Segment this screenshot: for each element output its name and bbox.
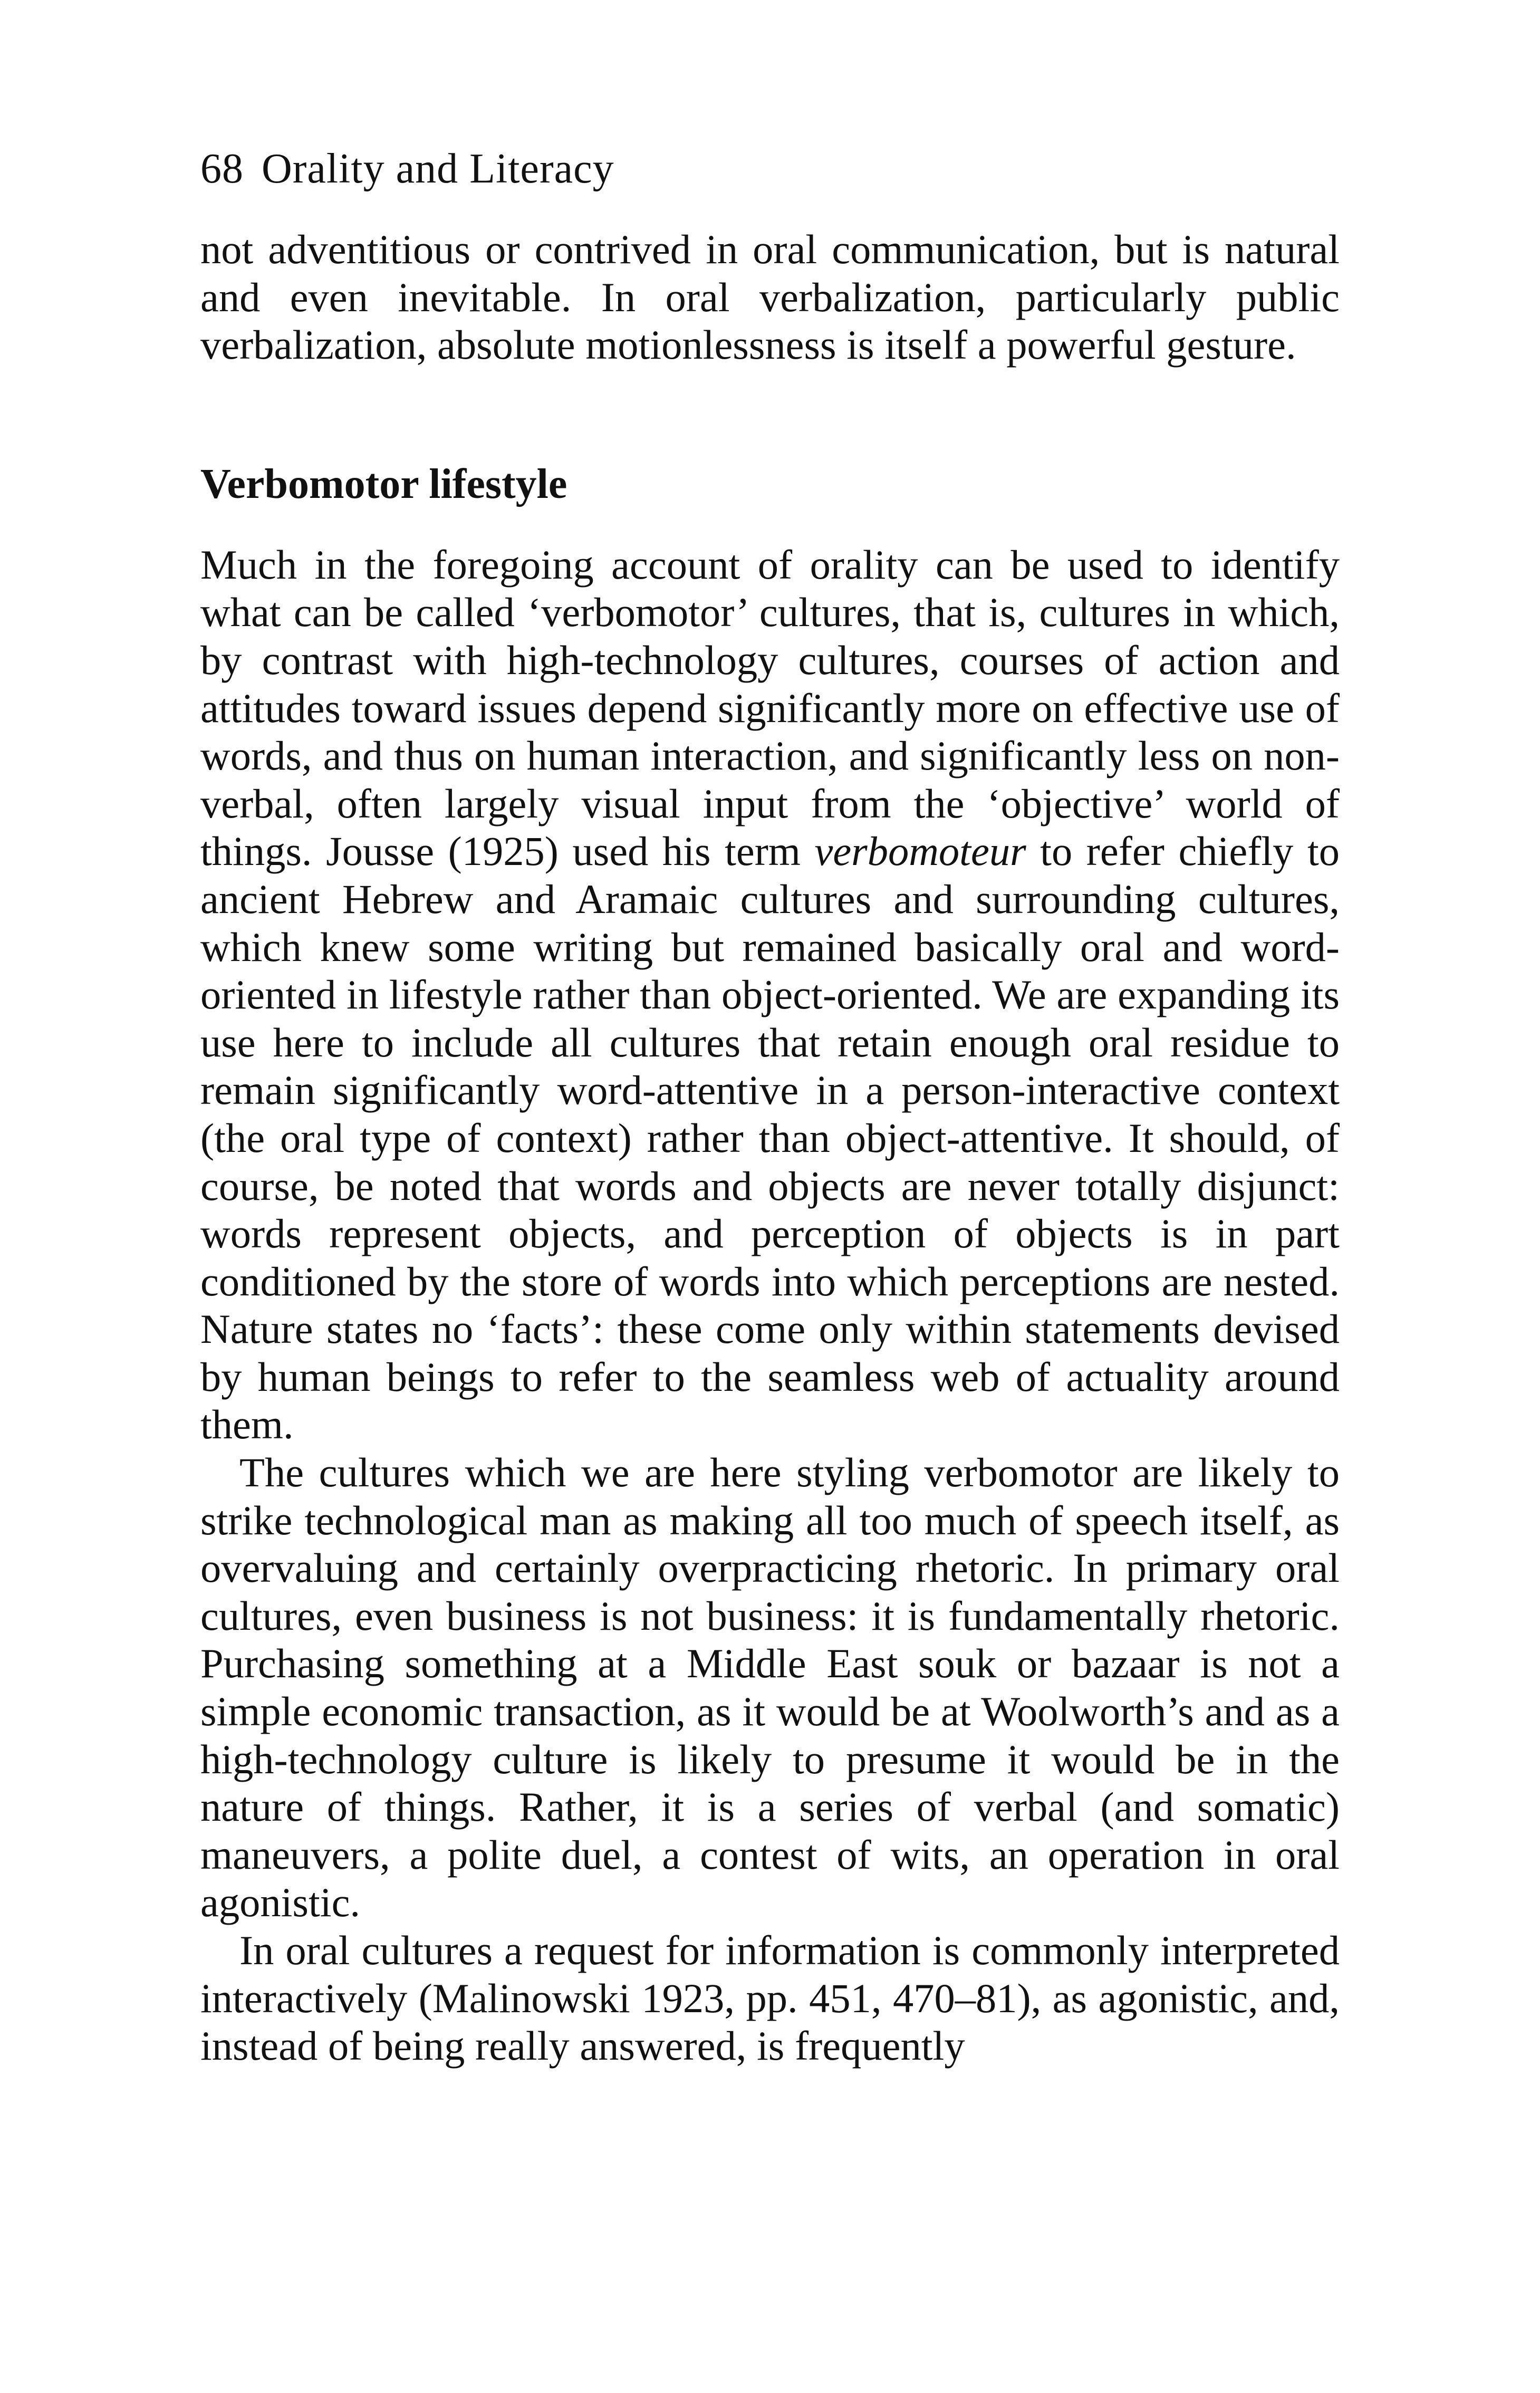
paragraph-request-information: In oral cultures a request for information is commonly interpreted interactively (Malinowski 1923, pp. 451, 470–81), as agonistic, and, instead of being really answered, is frequently — [200, 1927, 1340, 2069]
page-number: 68 — [200, 146, 244, 192]
book-page — [200, 142, 1340, 2305]
paragraph-continued: not adventitious or contrived in oral communication, but is natural and even inevitable. In oral verbalization, particularly public verbalization, absolute motionlessness is itself a powerful gesture. — [200, 226, 1340, 368]
paragraph-rhetoric: The cultures which we are here styling verbomotor are likely to strike technological man as making all too much of speech itself, as overvaluing and certainly overpracticing rhetoric. In primary oral cultures, even business is not business: it is fundamentally rhetoric. Purchasing something at a Middle East souk or bazaar is not a simple economic transaction, as it would be at Woolworth’s and as a high-technology culture is likely to presume it would be in the nature of things. Rather, it is a series of verbal (and somatic) maneuvers, a polite duel, a contest of wits, an operation in oral agonistic. — [200, 1449, 1340, 1926]
paragraph-text: Much in the foregoing account of orality can be used to identify what can be called ‘verbomotor’ cultures, that is, cultures in which, by contrast with high-technology cultures, courses of action and attitudes toward issues depend significantly more on effective use of words, and thus on human interaction, and significantly less on non-verbal, often largely visual input from the ‘objective’ world of things. Jousse (1925) used his term — [200, 541, 1340, 874]
paragraph-verbomotor-definition — [200, 541, 1340, 1449]
italic-term: verbomoteur — [814, 828, 1026, 874]
section-heading: Verbomotor lifestyle — [200, 460, 567, 507]
running-head — [200, 142, 1340, 195]
book-title: Orality and Literacy — [262, 146, 614, 192]
paragraph-text: to refer chiefly to ancient Hebrew and Aramaic cultures and surrounding cultures, which knew some writing but remained basically oral and word-oriented in lifestyle rather than object-oriented. We are expanding its use here to include all cultures that retain enough oral residue to remain significantly word-attentive in a person-interactive context (the oral type of context) rather than object-attentive. It should, of course, be noted that words and objects are never totally disjunct: words represent objects, and perception of objects is in part conditioned by the store of words into which perceptions are nested. Nature states no ‘facts’: these come only within statements devised by human beings to refer to the seamless web of actuality around them. — [200, 828, 1340, 1448]
